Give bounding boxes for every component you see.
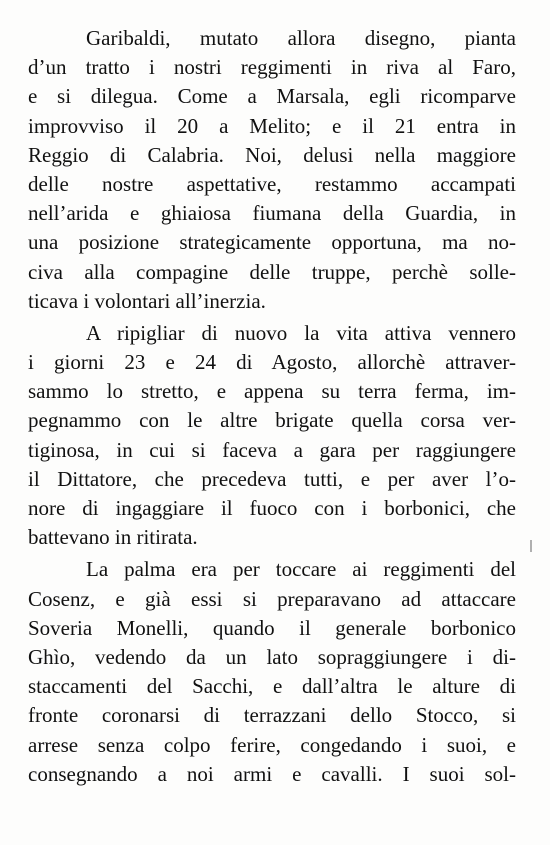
text-line: consegnando a noi armi e cavalli. I suoi sol-: [28, 761, 516, 786]
page-body-text: [28, 24, 516, 792]
text-line: ticava i volontari all’inerzia.: [28, 288, 266, 313]
text-line: fronte coronarsi di terrazzani dello Stocco, si: [28, 703, 516, 728]
text-line: d’un tratto i nostri reggimenti in riva al Faro,: [28, 55, 516, 80]
text-line: e si dilegua. Come a Marsala, egli ricomparve: [28, 84, 516, 109]
paragraph-1: [28, 24, 516, 316]
text-line: arrese senza colpo ferire, congedando i suoi, e: [28, 732, 516, 757]
text-line: Garibaldi, mutato allora disegno, pianta: [86, 26, 516, 50]
text-line: pegnammo con le altre brigate quella corsa ver-: [28, 408, 516, 433]
text-line: Soveria Monelli, quando il generale borbonico: [28, 615, 516, 640]
text-line: una posizione strategicamente opportuna, ma no-: [28, 230, 516, 255]
text-line: battevano in ritirata.: [28, 525, 198, 550]
text-line: Cosenz, e già essi si preparavano ad attaccare: [28, 586, 516, 611]
text-line: il Dittatore, che precedeva tutti, e per aver l’o-: [28, 466, 516, 491]
text-line: nore di ingaggiare il fuoco con i borbonici, che: [28, 496, 516, 520]
text-line: delle nostre aspettative, restammo accampati: [28, 171, 516, 196]
scan-edge-mark: [530, 540, 532, 552]
text-line: Ghìo, vedendo da un lato sopraggiungere i di-: [28, 644, 516, 669]
paragraph-2: [28, 319, 516, 553]
text-line: sammo lo stretto, e appena su terra ferma, im-: [28, 379, 516, 404]
text-line: La palma era per toccare ai reggimenti del: [86, 557, 516, 582]
paragraph-3: [28, 555, 516, 789]
text-line: Reggio di Calabria. Noi, delusi nella maggiore: [28, 142, 516, 167]
text-line: tiginosa, in cui si faceva a gara per raggiungere: [28, 437, 516, 462]
text-line: nell’arida e ghiaiosa fiumana della Guardia, in: [28, 201, 516, 226]
text-line: civa alla compagine delle truppe, perchè solle-: [28, 259, 516, 284]
text-line: i giorni 23 e 24 di Agosto, allorchè attraver-: [28, 350, 516, 375]
text-line: improvviso il 20 a Melito; e il 21 entra in: [28, 113, 516, 138]
text-line: staccamenti del Sacchi, e dall’altra le alture di: [28, 674, 516, 699]
text-line: A ripigliar di nuovo la vita attiva vennero: [86, 320, 516, 345]
